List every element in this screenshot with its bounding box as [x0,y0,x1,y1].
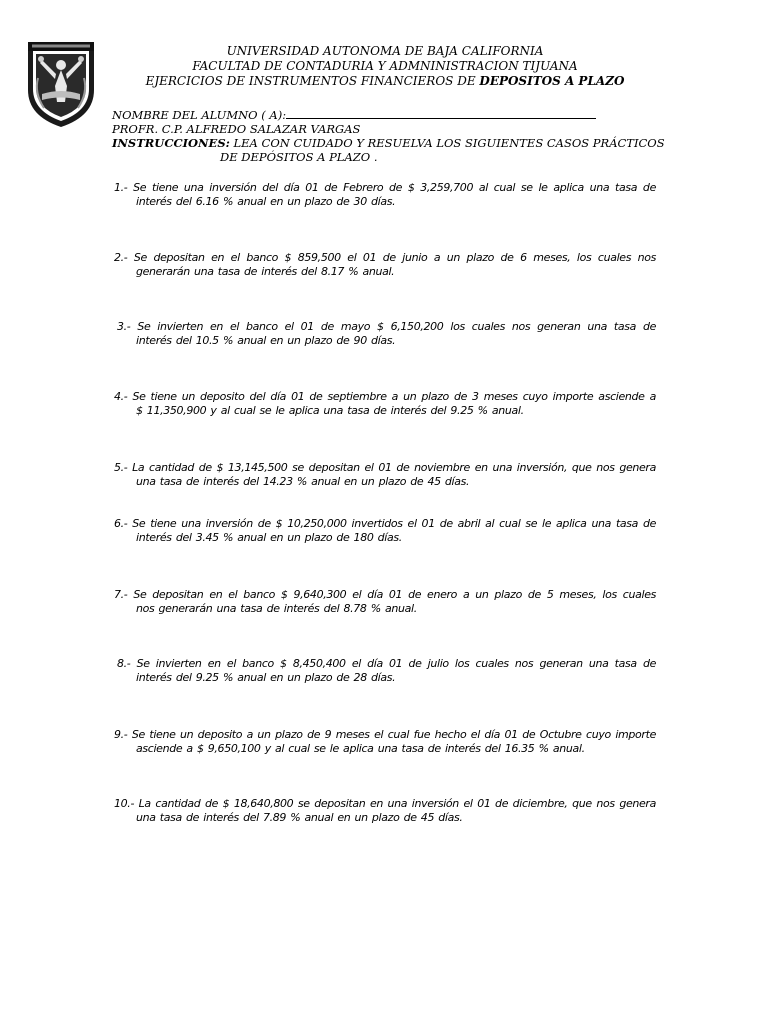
exercise-line: 3.- Se invierten en el banco el 01 de mayo $ 6,150,200 los cuales nos generan una tasa de [117,320,656,333]
professor-name: PROFR. C.P. ALFREDO SALAZAR VARGAS [112,122,361,136]
student-name-blank [286,108,596,119]
exercise-line: 5.- La cantidad de $ 13,145,500 se depositan el 01 de noviembre en una inversión, que nos genera [114,461,656,474]
exercise-line: 1.- Se tiene una inversión del día 01 de Febrero de $ 3,259,700 al cual se le aplica una tasa de [114,181,656,194]
exercise-6 [114,517,656,545]
exercise-10 [114,797,656,825]
header-university: UNIVERSIDAD AUTONOMA DE BAJA CALIFORNIA [226,44,544,58]
exercise-line-continued: interés del 6.16 % anual en un plazo de 30 días. [136,195,396,208]
exercise-line-continued: interés del 9.25 % anual en un plazo de 28 días. [136,671,396,684]
exercise-1 [114,181,656,209]
header-title-bold: DEPOSITOS A PLAZO [479,74,625,88]
header-title-prefix: EJERCICIOS DE INSTRUMENTOS FINANCIEROS DE [145,74,480,88]
exercise-line-continued: generarán una tasa de interés del 8.17 % anual. [136,265,395,278]
exercise-line: 4.- Se tiene un deposito del día 01 de septiembre a un plazo de 3 meses cuyo importe asciende a [114,390,656,403]
header-faculty: FACULTAD DE CONTADURIA Y ADMNINISTRACION TIJUANA [192,59,578,73]
exercise-line: 10.- La cantidad de $ 18,640,800 se depositan en una inversión el 01 de diciembre, que nos genera [114,797,656,810]
exercise-2 [114,251,656,279]
exercise-4 [114,390,656,418]
exercise-line-continued: asciende a $ 9,650,100 y al cual se le aplica una tasa de interés del 16.35 % anual. [136,742,585,755]
exercise-5 [114,461,656,489]
instructions-text: LEA CON CUIDADO Y RESUELVA LOS SIGUIENTES CASOS PRÁCTICOS [229,136,665,150]
exercise-line: 9.- Se tiene un deposito a un plazo de 9 meses el cual fue hecho el día 01 de Octubre cuyo importe [114,728,656,741]
university-seal-logo [22,38,100,130]
instructions-label: INSTRUCCIONES: [112,136,230,150]
student-name-label: NOMBRE DEL ALUMNO ( A): [112,108,287,122]
exercise-line: 7.- Se depositan en el banco $ 9,640,300 el día 01 de enero a un plazo de 5 meses, los cuales [114,588,656,601]
exercise-line-continued: una tasa de interés del 7.89 % anual en un plazo de 45 días. [136,811,463,824]
exercise-3 [117,320,656,348]
exercise-8 [117,657,656,685]
exercise-line-continued: $ 11,350,900 y al cual se le aplica una tasa de interés del 9.25 % anual. [136,404,524,417]
instructions-row [112,136,712,150]
exercise-line: 6.- Se tiene una inversión de $ 10,250,000 invertidos el 01 de abril al cual se le aplica una tasa de [114,517,656,530]
header-title [110,74,660,89]
exercise-line-continued: interés del 10.5 % anual en un plazo de 90 días. [136,334,396,347]
exercise-9 [114,728,656,756]
exercise-line-continued: una tasa de interés del 14.23 % anual en un plazo de 45 días. [136,475,470,488]
document-header [110,44,660,89]
student-name-row [112,108,712,122]
exercise-line: 2.- Se depositan en el banco $ 859,500 el 01 de junio a un plazo de 6 meses, los cuales nos [114,251,656,264]
document-meta [112,108,712,164]
exercise-line-continued: interés del 3.45 % anual en un plazo de 180 días. [136,531,402,544]
exercise-7 [114,588,656,616]
exercise-line-continued: nos generarán una tasa de interés del 8.78 % anual. [136,602,417,615]
instructions-text-continued: DE DEPÓSITOS A PLAZO . [220,150,378,164]
exercise-line: 8.- Se invierten en el banco $ 8,450,400 el día 01 de julio los cuales nos generan una tasa de [117,657,656,670]
